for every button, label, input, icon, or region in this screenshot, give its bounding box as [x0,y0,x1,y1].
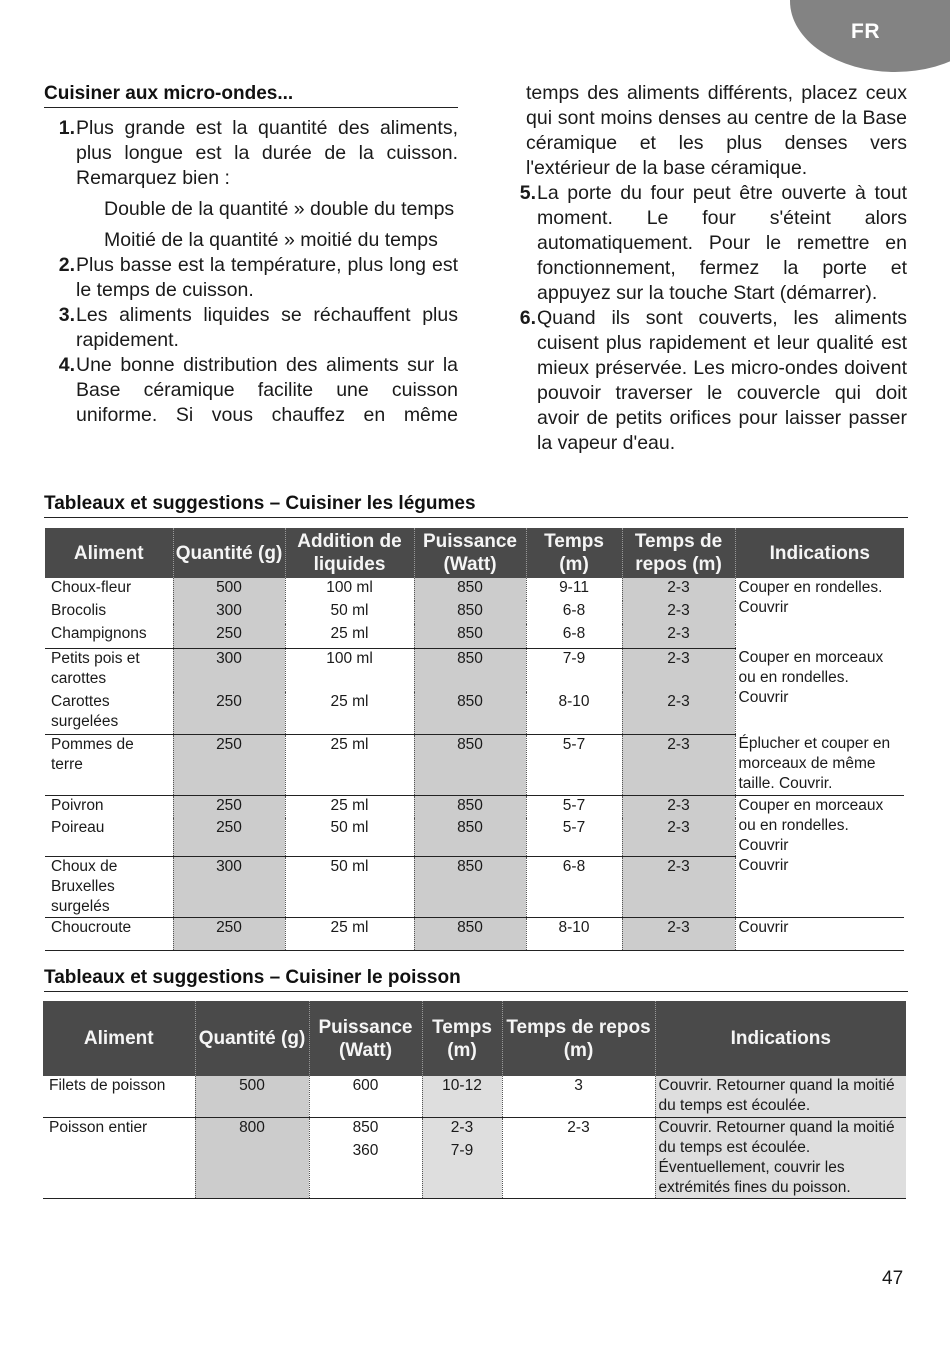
table-row: Choux de Bruxelles surgelés 300 50 ml 850 6-8 2-3 Couvrir [45,856,904,917]
indications-cell: Couvrir. Retourner quand la moitié du temps est écoulée. [655,1076,906,1117]
intro-right-column [505,81,907,456]
header-temps: Temps (m) [422,1001,502,1076]
indications-cell: Couper en rondelles. Couvrir [735,578,904,648]
header-quantite: Quantité (g) [195,1001,309,1076]
language-label: FR [851,20,880,43]
table-row: Petits pois et carottes 300 100 ml 850 7-9 2-3 Couper en morceaux ou en rondelles. Couvrir [45,648,904,692]
header-aliment: Aliment [45,528,173,578]
indications-cell: Couvrir [735,856,904,917]
indications-cell: Couper en morceaux ou en rondelles. Couvrir [735,648,904,734]
table-row: Poireau 250 50 ml 850 5-7 2-3 [45,818,904,856]
header-indications: Indications [735,528,904,578]
table-row: Poivron 250 25 ml 850 5-7 2-3 Couper en morceaux ou en rondelles. Couvrir [45,795,904,818]
header-aliment: Aliment [43,1001,195,1076]
header-quantite: Quantité (g) [173,528,285,578]
list-item-3: 3. Les aliments liquides se réchauffent plus rapidement. [58,304,458,351]
section-title-vegetables: Tableaux et suggestions – Cuisiner les légumes [44,493,908,518]
table-row: Filets de poisson 500 600 10-12 3 Couvrir. Retourner quand la moitié du temps est écoulée. [43,1076,906,1117]
table-row: Choux-fleur 500 100 ml 850 9-11 2-3 Couper en rondelles. Couvrir [45,578,904,601]
list-item-5: 5. La porte du four peut être ouverte à tout moment. Le four s'éteint alors automatiquement. Pour le remettre en fonctionnement, fermez la porte et appuyez sur la touche Start (démarrer). [519,182,907,304]
table-row: Champignons 250 25 ml 850 6-8 2-3 [45,624,904,648]
table-row: Poisson entier 800 850 360 2-3 7-9 2-3 Couvrir. Retourner quand la moitié du temps est écoulée. Éventuellement, couvrir les extrémités fines du poisson. [43,1117,906,1198]
indications-cell: Couper en morceaux ou en rondelles. Couvrir [735,795,904,856]
intro-left-column [44,116,458,428]
header-liquides: Addition de liquides [285,528,414,578]
header-repos: Temps de repos (m) [502,1001,655,1076]
table-row: Carottes surgelées 250 25 ml 850 8-10 2-3 [45,692,904,734]
header-indications: Indications [655,1001,906,1076]
vegetables-table [45,528,904,951]
list-item-2: 2. Plus basse est la température, plus long est le temps de cuisson. [58,254,458,301]
indications-cell: Couvrir. Retourner quand la moitié du temps est écoulée. Éventuellement, couvrir les extrémités fines du poisson. [655,1117,906,1198]
table-row: Pommes de terre 250 25 ml 850 5-7 2-3 Éplucher et couper en morceaux de même taille. Couvrir. [45,734,904,795]
section-title-fish: Tableaux et suggestions – Cuisiner le poisson [44,967,908,992]
indications-cell: Éplucher et couper en morceaux de même taille. Couvrir. [735,734,904,795]
sub-item-half: Moitié de la quantité » moitié du temps [104,229,438,251]
header-repos: Temps de repos (m) [622,528,735,578]
section-title-microwave: Cuisiner aux micro-ondes... [44,83,458,108]
list-item-4-continued: temps des aliments différents, placez ceux qui sont moins denses au centre de la Base céramique et les plus denses vers l'extérieur de la base céramique. [526,82,907,179]
table-row: Choucroute 250 25 ml 850 8-10 2-3 Couvrir [45,917,904,950]
page-number: 47 [882,1268,904,1289]
header-puissance: Puissance (Watt) [414,528,526,578]
header-temps: Temps (m) [526,528,622,578]
table-row: Brocolis 300 50 ml 850 6-8 2-3 [45,601,904,624]
header-puissance: Puissance (Watt) [309,1001,422,1076]
list-item-6: 6. Quand ils sont couverts, les aliments cuisent plus rapidement et leur qualité est mieux préservée. Les micro-ondes doivent pouvoir traverser le couvercle qui doit avoir de petits orifices pour laisser passer la vapeur d'eau. [519,307,907,454]
list-item-4: 4. Une bonne distribution des aliments sur la Base céramique facilite une cuisson uniforme. Si vous chauffez en même [58,354,458,426]
sub-item-double: Double de la quantité » double du temps [104,198,455,220]
indications-cell: Couvrir [735,917,904,950]
list-item-1: 1. Plus grande est la quantité des aliments, plus longue est la durée de la cuisson. Remarquez bien : [58,117,458,189]
fish-table [43,1001,906,1199]
